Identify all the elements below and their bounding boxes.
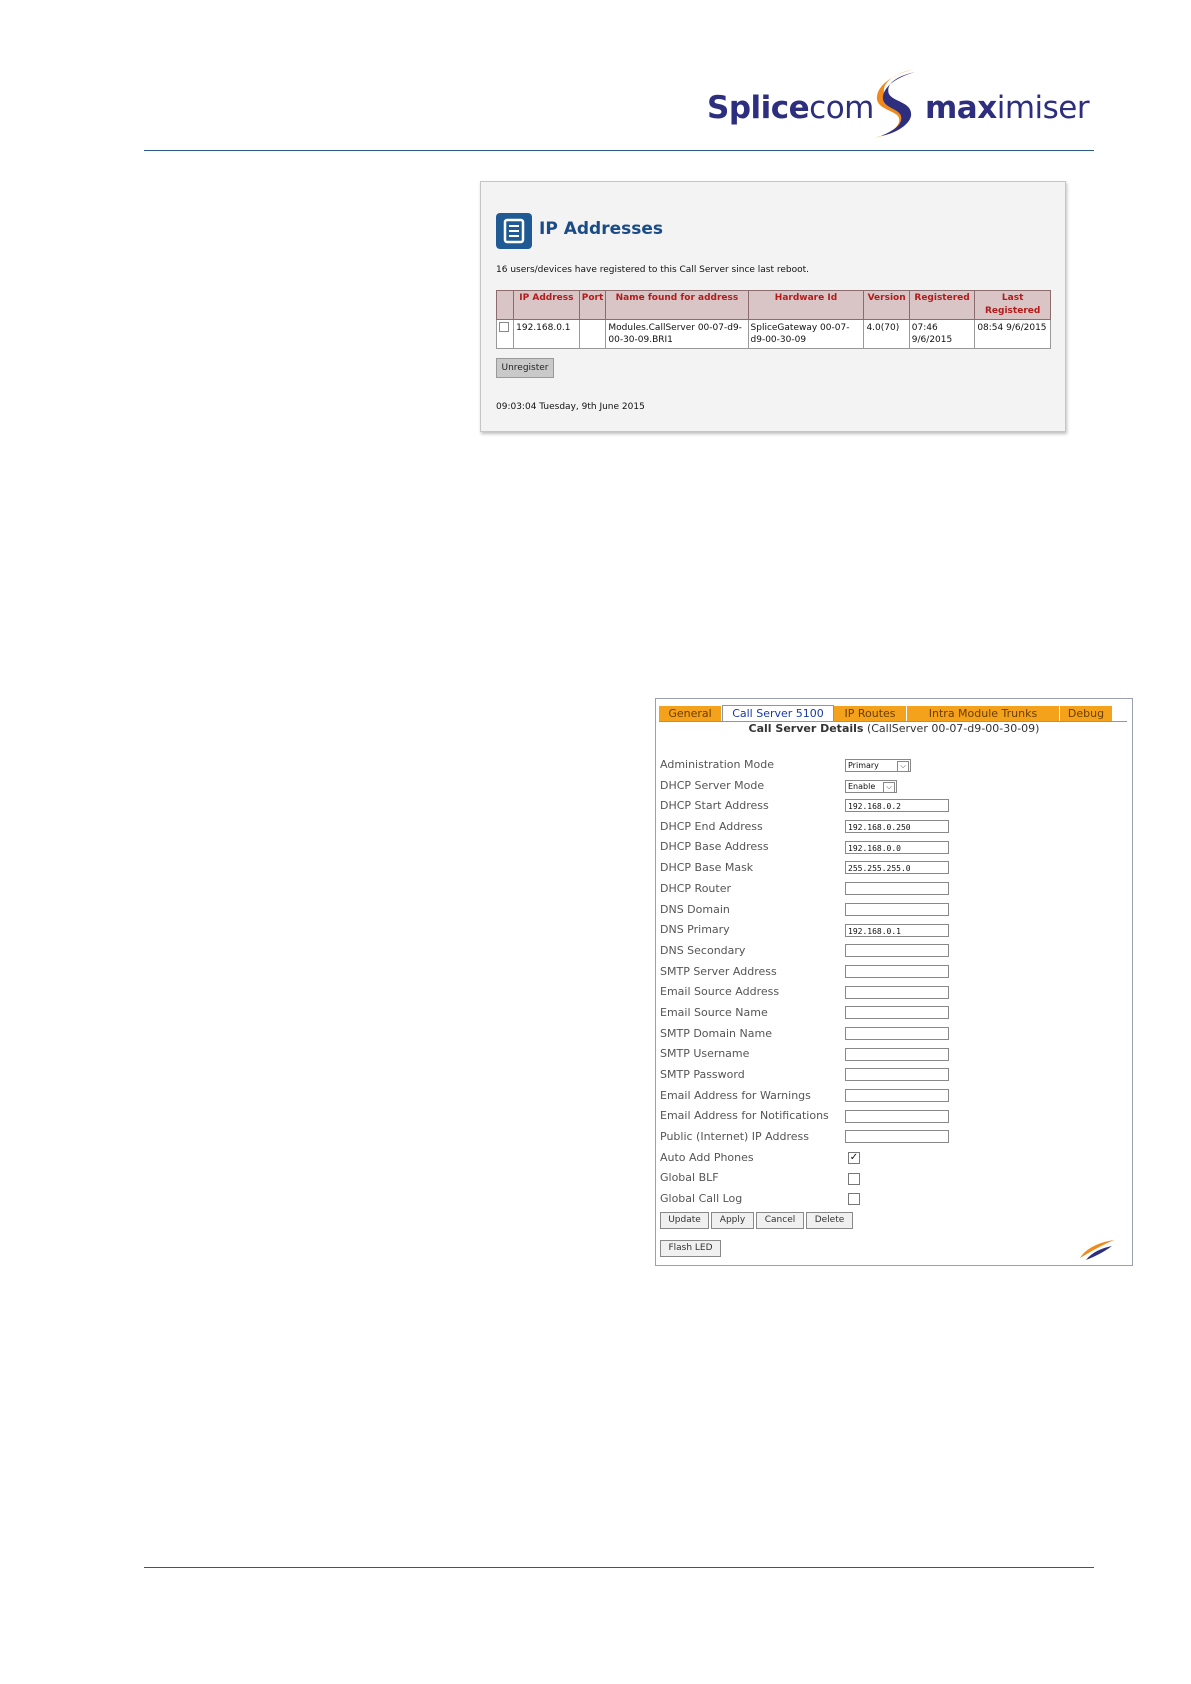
dhcp-base-mask-field[interactable]: 255.255.255.0 bbox=[845, 861, 949, 874]
auto-add-phones-checkbox[interactable]: ✓ bbox=[849, 1152, 859, 1163]
email-notifications-field[interactable] bbox=[845, 1110, 949, 1123]
dhcp-server-mode-select[interactable]: Enable ⌵ bbox=[845, 780, 897, 793]
dhcp-base-address-field[interactable]: 192.168.0.0 bbox=[845, 841, 949, 854]
update-button[interactable]: Update bbox=[660, 1212, 709, 1229]
administration-mode-label: Administration Mode bbox=[660, 758, 774, 771]
delete-button[interactable]: Delete bbox=[806, 1212, 853, 1229]
smtp-server-address-label: SMTP Server Address bbox=[660, 965, 777, 978]
ip-cell: 192.168.0.1 bbox=[514, 320, 580, 349]
global-blf-checkbox[interactable] bbox=[848, 1173, 860, 1185]
tab-call-server-5100[interactable]: Call Server 5100 bbox=[722, 705, 834, 722]
email-source-address-label: Email Source Address bbox=[660, 985, 780, 998]
global-blf-label: Global BLF bbox=[660, 1171, 719, 1184]
version-column-header: Version bbox=[864, 291, 909, 320]
maximiser-wordmark: maximiser bbox=[925, 90, 1090, 126]
public-ip-address-label: Public (Internet) IP Address bbox=[660, 1130, 809, 1143]
dhcp-end-address-field[interactable]: 192.168.0.250 bbox=[845, 820, 949, 833]
name-cell: Modules.CallServer 00-07-d9-00-30-09.BRI1 bbox=[606, 320, 748, 349]
smtp-username-field[interactable] bbox=[845, 1048, 949, 1061]
smtp-username-label: SMTP Username bbox=[660, 1047, 750, 1060]
header-divider bbox=[144, 150, 1094, 151]
flash-led-button[interactable]: Flash LED bbox=[660, 1240, 721, 1257]
dhcp-start-address-label: DHCP Start Address bbox=[660, 799, 769, 812]
last-registered-cell: 08:54 9/6/2015 bbox=[975, 320, 1051, 349]
global-call-log-checkbox[interactable] bbox=[848, 1193, 860, 1205]
splicecom-swoosh-icon bbox=[1076, 1238, 1116, 1262]
unregister-button[interactable]: Unregister bbox=[496, 358, 554, 378]
dhcp-base-address-label: DHCP Base Address bbox=[660, 840, 769, 853]
select-column-header bbox=[497, 291, 514, 320]
cancel-button[interactable]: Cancel bbox=[756, 1212, 804, 1229]
chevron-down-icon: ⌵ bbox=[883, 782, 895, 793]
row-checkbox[interactable] bbox=[499, 322, 509, 332]
dns-secondary-label: DNS Secondary bbox=[660, 944, 746, 957]
dns-domain-label: DNS Domain bbox=[660, 903, 730, 916]
footer-divider bbox=[144, 1567, 1094, 1568]
public-ip-address-field[interactable] bbox=[845, 1130, 949, 1143]
hardware-id-column-header: Hardware Id bbox=[748, 291, 864, 320]
ip-address-column-header: IP Address bbox=[514, 291, 580, 320]
timestamp: 09:03:04 Tuesday, 9th June 2015 bbox=[496, 402, 645, 412]
table-header-row bbox=[497, 291, 1051, 320]
dhcp-router-field[interactable] bbox=[845, 882, 949, 895]
call-server-panel bbox=[655, 698, 1133, 1266]
tab-intra-module-trunks[interactable]: Intra Module Trunks bbox=[907, 706, 1060, 721]
smtp-domain-name-field[interactable] bbox=[845, 1027, 949, 1040]
page-title: IP Addresses bbox=[539, 219, 663, 239]
dns-secondary-field[interactable] bbox=[845, 944, 949, 957]
registered-cell: 07:46 9/6/2015 bbox=[909, 320, 975, 349]
name-column-header: Name found for address bbox=[606, 291, 748, 320]
registration-info-text: 16 users/devices have registered to this Call Server since last reboot. bbox=[496, 265, 810, 275]
splicecom-s-swoosh-icon bbox=[867, 64, 927, 140]
registered-column-header: Registered bbox=[909, 291, 975, 320]
chevron-down-icon: ⌵ bbox=[897, 761, 909, 772]
smtp-password-field[interactable] bbox=[845, 1068, 949, 1081]
tab-bar bbox=[659, 706, 1127, 721]
dhcp-router-label: DHCP Router bbox=[660, 882, 732, 895]
email-source-name-label: Email Source Name bbox=[660, 1006, 768, 1019]
dhcp-start-address-field[interactable]: 192.168.0.2 bbox=[845, 799, 949, 812]
ip-address-table bbox=[496, 290, 1051, 349]
global-call-log-label: Global Call Log bbox=[660, 1192, 743, 1205]
table-row bbox=[497, 320, 1051, 349]
smtp-password-label: SMTP Password bbox=[660, 1068, 745, 1081]
port-column-header: Port bbox=[579, 291, 606, 320]
smtp-server-address-field[interactable] bbox=[845, 965, 949, 978]
dns-primary-label: DNS Primary bbox=[660, 923, 730, 936]
dns-domain-field[interactable] bbox=[845, 903, 949, 916]
administration-mode-select[interactable]: Primary ⌵ bbox=[845, 759, 911, 772]
auto-add-phones-label: Auto Add Phones bbox=[660, 1151, 754, 1164]
apply-button[interactable]: Apply bbox=[711, 1212, 754, 1229]
document-icon bbox=[496, 213, 532, 249]
email-warnings-label: Email Address for Warnings bbox=[660, 1089, 811, 1102]
dhcp-base-mask-label: DHCP Base Mask bbox=[660, 861, 754, 874]
tab-ip-routes[interactable]: IP Routes bbox=[834, 706, 907, 721]
last-registered-column-header: Last Registered bbox=[975, 291, 1051, 320]
version-cell: 4.0(70) bbox=[864, 320, 909, 349]
email-warnings-field[interactable] bbox=[845, 1089, 949, 1102]
splicecom-maximiser-logo bbox=[707, 62, 1097, 142]
tab-debug[interactable]: Debug bbox=[1060, 706, 1113, 721]
ip-addresses-panel bbox=[480, 181, 1066, 432]
splicecom-wordmark: Splicecom bbox=[707, 90, 874, 126]
row-select-cell[interactable] bbox=[497, 320, 514, 349]
hardware-id-cell: SpliceGateway 00-07-d9-00-30-09 bbox=[748, 320, 864, 349]
email-source-name-field[interactable] bbox=[845, 1006, 949, 1019]
dhcp-end-address-label: DHCP End Address bbox=[660, 820, 763, 833]
dhcp-server-mode-label: DHCP Server Mode bbox=[660, 779, 765, 792]
smtp-domain-name-label: SMTP Domain Name bbox=[660, 1027, 772, 1040]
tab-general[interactable]: General bbox=[659, 706, 722, 721]
email-notifications-label: Email Address for Notifications bbox=[660, 1109, 829, 1122]
email-source-address-field[interactable] bbox=[845, 986, 949, 999]
port-cell bbox=[579, 320, 606, 349]
section-heading: Call Server Details (CallServer 00-07-d9-00-30-09) bbox=[748, 722, 1040, 735]
dns-primary-field[interactable]: 192.168.0.1 bbox=[845, 924, 949, 937]
